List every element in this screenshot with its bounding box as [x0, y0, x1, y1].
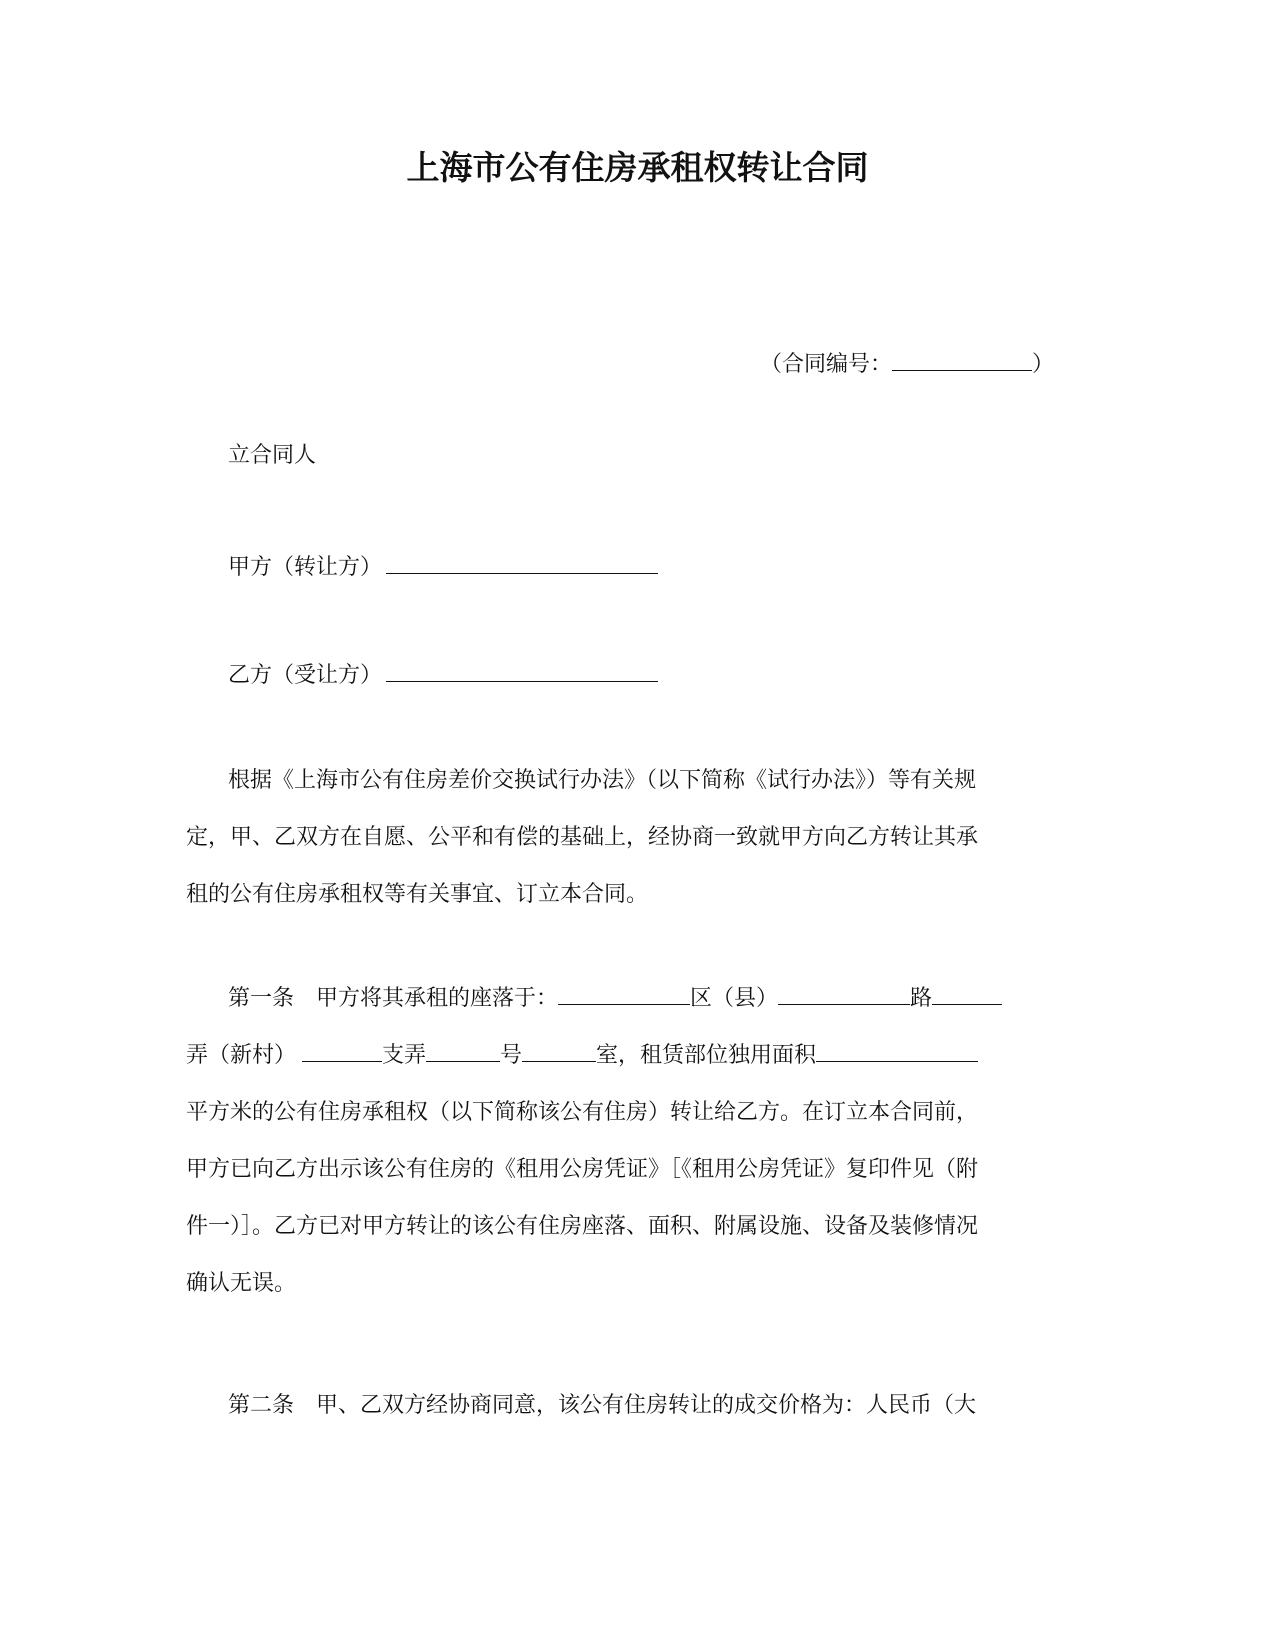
sublane-label: 支弄 — [382, 1043, 427, 1068]
lane-label: 弄（新村） — [186, 1043, 297, 1068]
contract-number-blank[interactable] — [892, 346, 1032, 371]
sublane-blank[interactable] — [302, 1037, 382, 1062]
preamble-line: 根据《上海市公有住房差价交换试行办法》（以下简称《试行办法》）等有关规 — [228, 768, 977, 793]
article-1-lead: 第一条 甲方将其承租的座落于： — [228, 986, 559, 1011]
room-blank[interactable] — [522, 1037, 596, 1062]
room-label: 室，租赁部位独用面积 — [596, 1043, 817, 1068]
party-a-blank[interactable] — [386, 549, 658, 574]
contract-number-close: ） — [1032, 352, 1055, 377]
article-2-line: 第二条 甲、乙双方经协商同意，该公有住房转让的成交价格为：人民币（大 — [228, 1393, 977, 1418]
number-blank[interactable] — [426, 1037, 500, 1062]
lane-blank[interactable] — [932, 980, 1002, 1005]
parties-heading: 立合同人 — [228, 443, 317, 468]
road-blank[interactable] — [778, 980, 910, 1005]
article-1-line-1 — [186, 970, 1076, 1027]
document-title: 上海市公有住房承租权转让合同 — [406, 148, 869, 187]
preamble-paragraph — [186, 752, 1076, 923]
party-a-line — [228, 549, 658, 583]
road-label: 路 — [910, 986, 933, 1011]
article-1-line-2 — [186, 1027, 1076, 1084]
article-2-paragraph — [186, 1377, 1076, 1434]
article-1-line: 件一）］。乙方已对甲方转让的该公有住房座落、面积、附属设施、设备及装修情况 — [186, 1214, 979, 1239]
district-blank[interactable] — [558, 980, 690, 1005]
area-blank[interactable] — [816, 1037, 978, 1062]
number-label: 号 — [500, 1043, 523, 1068]
district-label: 区（县） — [690, 986, 779, 1011]
party-a-label: 甲方（转让方） — [228, 555, 383, 580]
preamble-line: 定，甲、乙双方在自愿、公平和有偿的基础上，经协商一致就甲方向乙方转让其承 — [186, 825, 979, 850]
article-1-paragraph — [186, 970, 1076, 1312]
preamble-line: 租的公有住房承租权等有关事宜、订立本合同。 — [186, 882, 649, 907]
article-1-line: 平方米的公有住房承租权（以下简称该公有住房）转让给乙方。在订立本合同前， — [186, 1100, 979, 1125]
party-b-line — [228, 657, 658, 691]
contract-number-label: （合同编号： — [760, 352, 893, 377]
article-1-line: 甲方已向乙方出示该公有住房的《租用公房凭证》［《租用公房凭证》复印件见（附 — [186, 1157, 979, 1182]
party-b-blank[interactable] — [386, 657, 658, 682]
contract-number-line — [760, 346, 1054, 380]
party-b-label: 乙方（受让方） — [228, 663, 383, 688]
article-1-line: 确认无误。 — [186, 1271, 297, 1296]
